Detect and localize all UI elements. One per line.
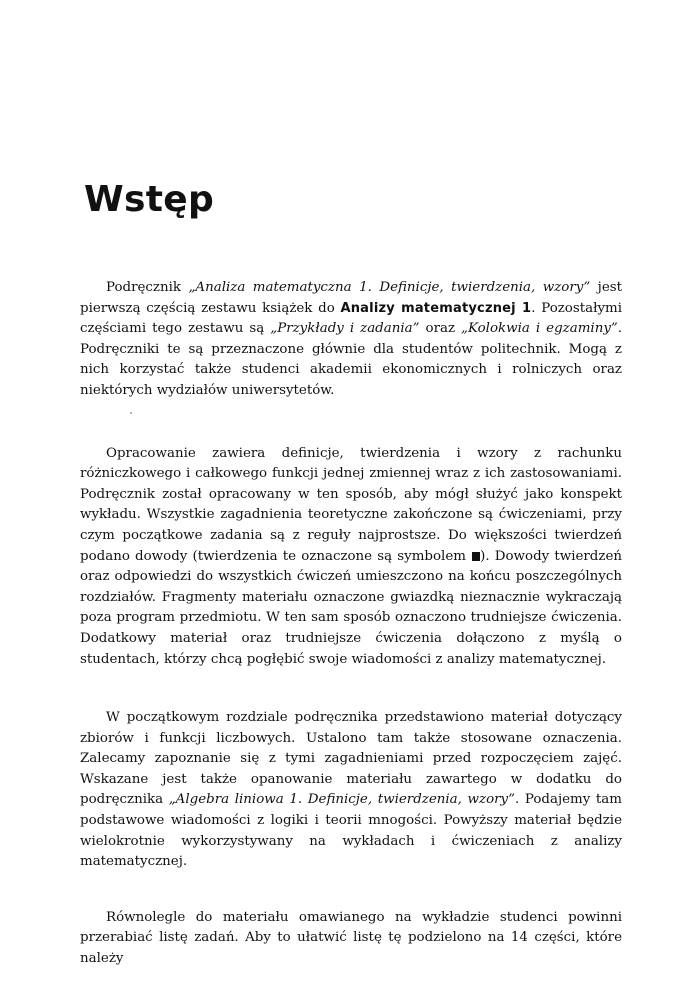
p1-series-name: Analizy matematycznej 1 xyxy=(340,300,532,316)
p1-text-4: oraz xyxy=(419,321,462,337)
paragraph-gap xyxy=(80,893,622,908)
p1-text-5: . Podręczniki te są przeznaczone głównie dla studentów politechnik. Mogą z nich korzystać także studenci akademii ekonomicznych i rolniczych oraz niektórych wydziałów uniwersytetów. xyxy=(80,321,622,398)
p2-text-1: Opracowanie zawiera definicje, twierdzenia i wzory z rachunku różniczkowego i całkowego funkcji jednej zmiennej wraz z ich zastosowaniami. Podręcznik został opracowany w ten sposób, aby mógł służyć jako konspekt wykładu. Wszystkie zagadnienia teoretyczne zakończone są ćwiczeniami, przy czym początkowe zadania są z reguły najprostsze. Do większości twierdzeń podano dowody (twierdzenia te oznaczone są symbolem xyxy=(80,445,622,564)
page-title: Wstęp xyxy=(84,179,215,220)
p1-book-title-1: „Analiza matematyczna 1. Definicje, twierdzenia, wzory” xyxy=(188,280,591,295)
paragraph-exercises xyxy=(80,908,622,970)
p4-text-1: Równolegle do materiału omawianego na wykładzie studenci powinni przerabiać listę zadań. Aby to ułatwić listę tę podzielono na 14 części, które należy xyxy=(80,909,622,967)
paragraph-initial-chapter xyxy=(80,708,622,873)
paragraph-gap xyxy=(80,690,622,708)
paragraph-contents xyxy=(80,444,622,671)
p1-text-3: . Pozostałymi częściami tego zestawu są xyxy=(80,300,622,337)
p3-book-title: „Algebra liniowa 1. Definicje, twierdzenia, wzory” xyxy=(168,792,515,808)
proof-end-square-icon xyxy=(472,552,480,561)
p1-book-title-2: „Przykłady i zadania” xyxy=(270,321,420,337)
body-text xyxy=(80,278,622,970)
p3-text-2: . Podajemy tam podstawowe wiadomości z logiki i teorii mnogości. Powyższy materiał będzie wielokrotnie wykorzystywany na wykładach i ćwiczeniach z analizy matematycznej. xyxy=(80,792,622,870)
paragraph-gap xyxy=(80,422,622,444)
p1-text-1: Podręcznik xyxy=(106,280,189,295)
paragraph-intro xyxy=(80,278,622,402)
p1-text-2: jest pierwszą częścią zestawu książek do xyxy=(80,280,623,316)
p2-text-2: ). Dowody twierdzeń oraz odpowiedzi do wszystkich ćwiczeń umieszczono na końcu poszczególnych rozdziałów. Fragmenty materiału oznaczone gwiazdką nieznacznie wykraczają poza program przedmiotu. W ten sam sposób oznaczono trudniejsze ćwiczenia. Dodatkowy materiał oraz trudniejsze ćwiczenia dołączono z myślą o studentach, którzy chcą pogłębić swoje wiadomości z analizy matematycznej. xyxy=(80,548,622,667)
p1-book-title-3: „Kolokwia i egzaminy” xyxy=(461,321,618,337)
p3-text-1: W początkowym rozdziale podręcznika przedstawiono materiał dotyczący zbiorów i funkcji liczbowych. Ustalono tam także stosowane oznaczenia. Zalecamy zapoznanie się z tymi zagadnieniami przed rozpoczęciem zajęć. Wskazane jest także opanowanie materiału zawartego w dodatku do podręcznika xyxy=(80,710,622,808)
